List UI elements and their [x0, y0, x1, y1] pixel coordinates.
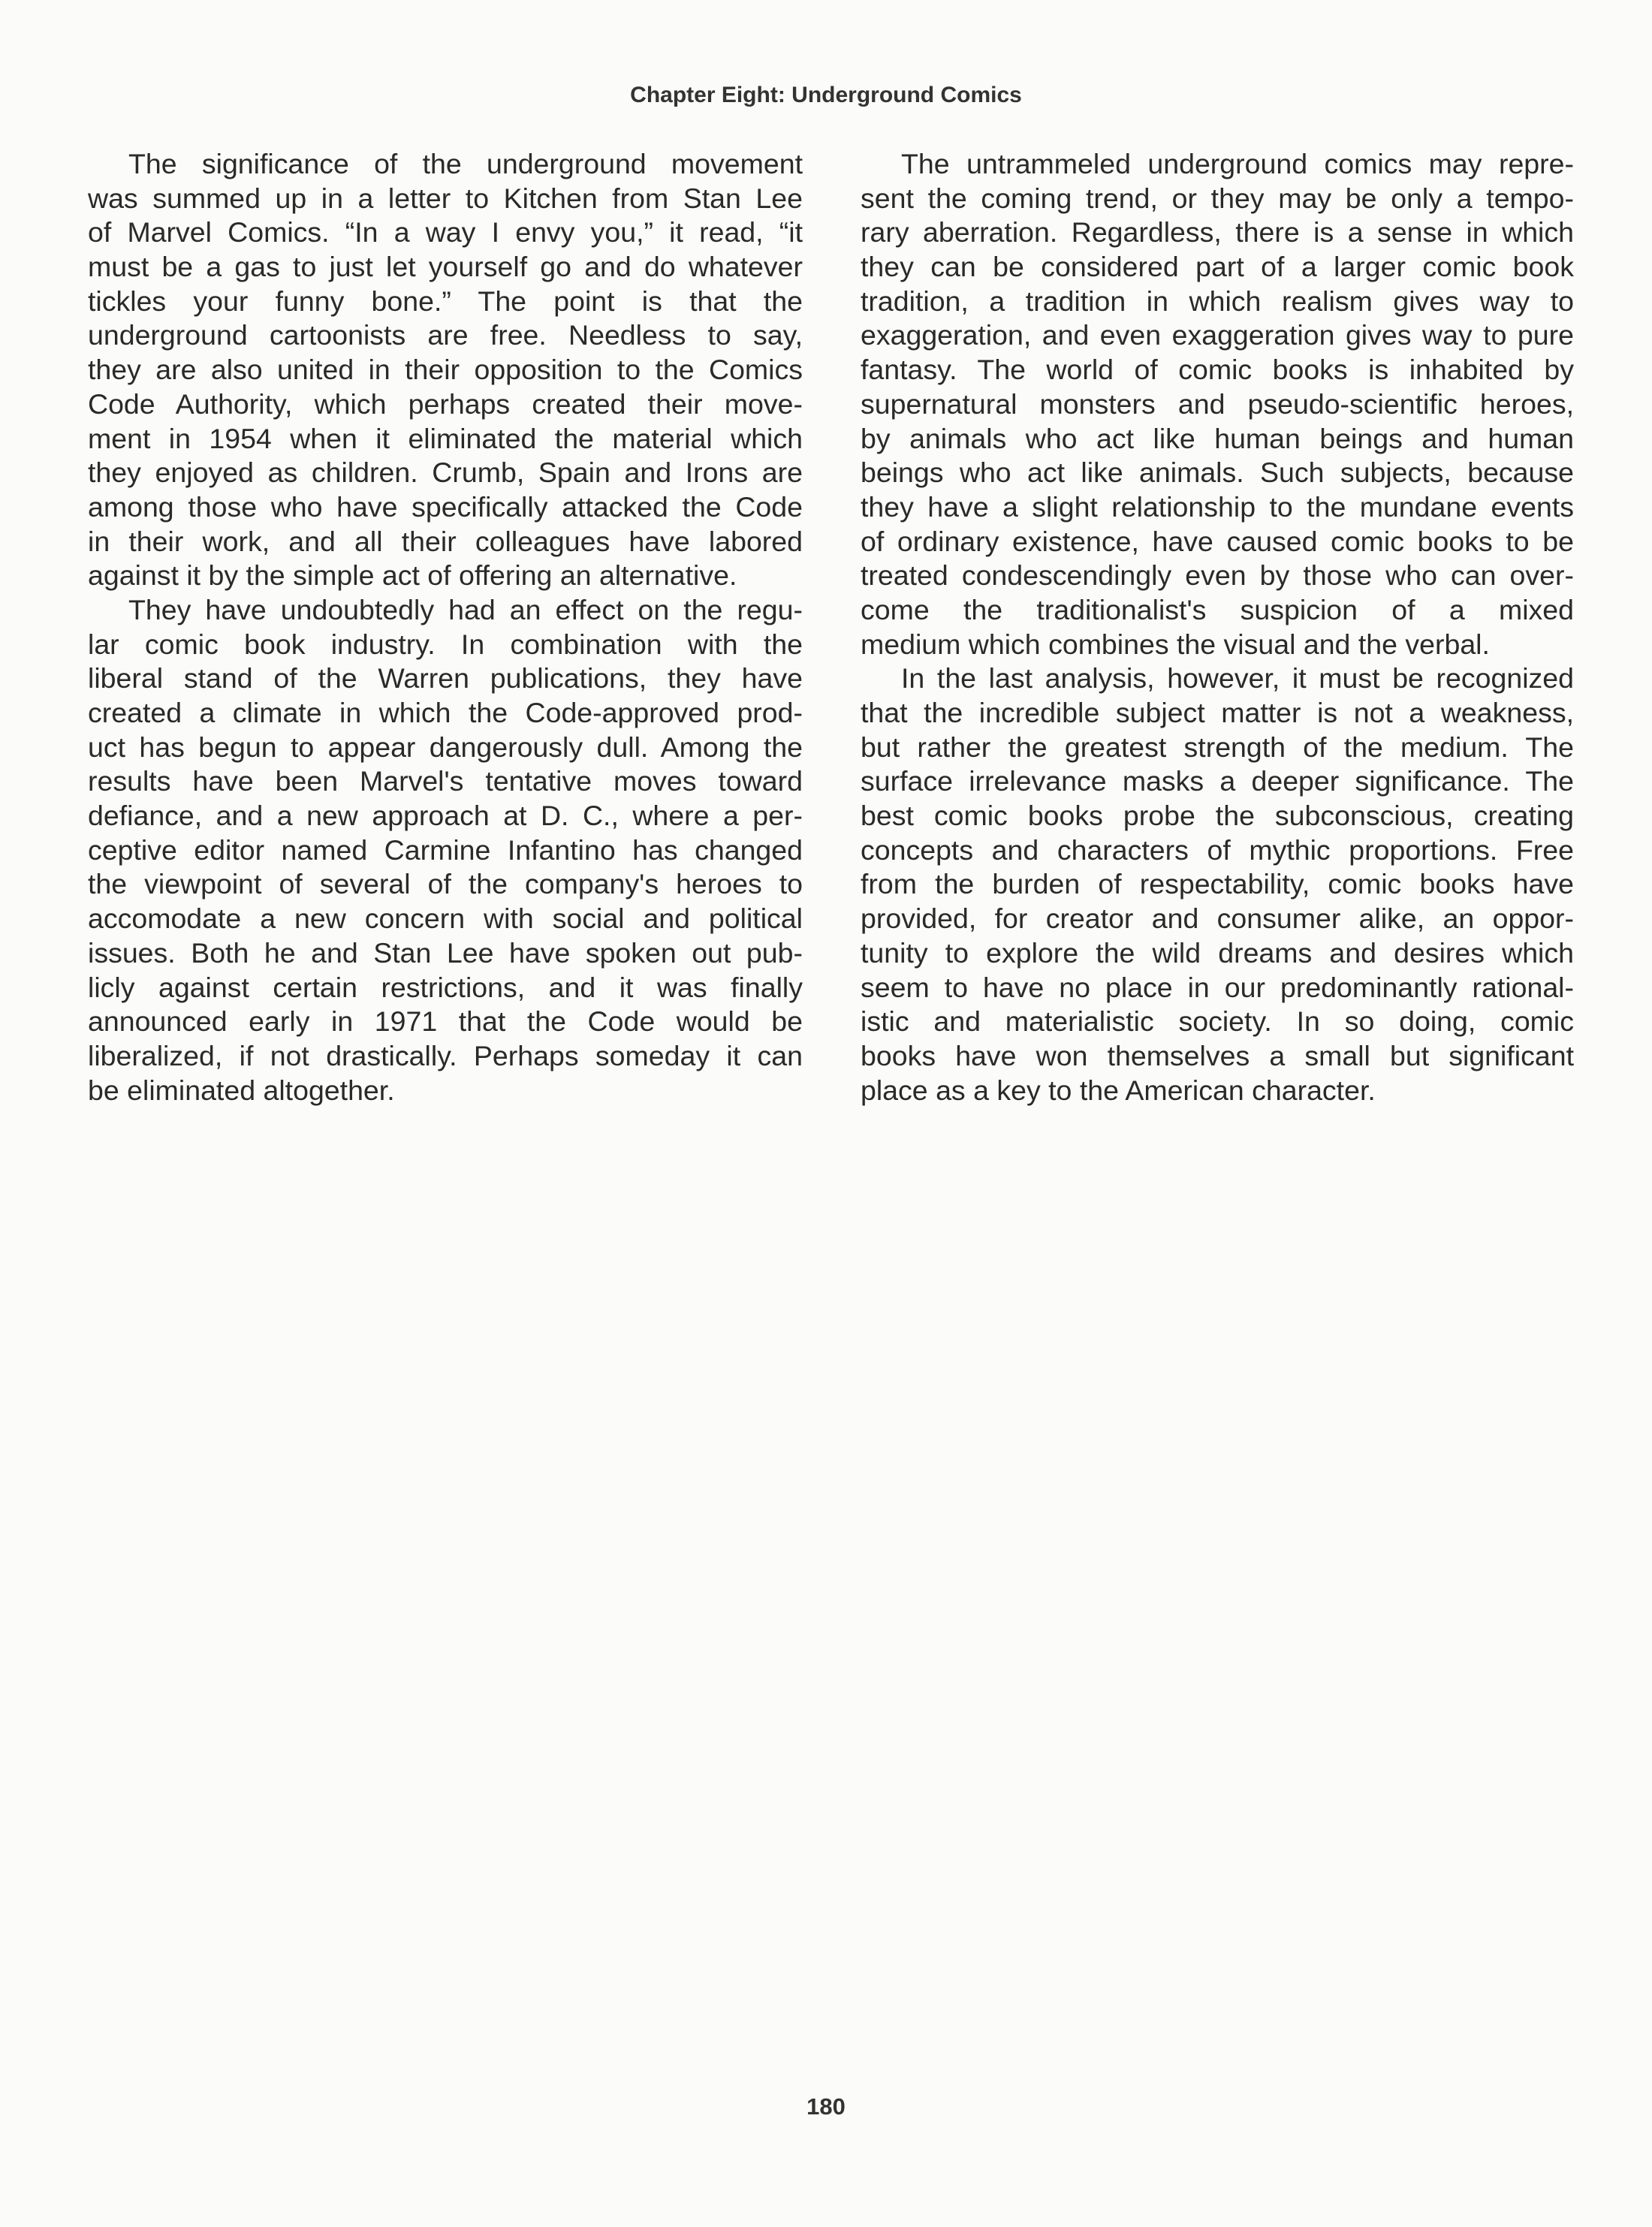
text-line: supernatural monsters and pseudo-scientific heroes,: [861, 387, 1574, 420]
text-line: liberalized, if not drastically. Perhaps someday it can: [88, 1039, 803, 1071]
text-line: be eliminated altogether.: [88, 1074, 395, 1106]
text-line: rary aberration. Regardless, there is a sense in which: [861, 216, 1574, 249]
text-line: of ordinary existence, have caused comic books to be: [861, 525, 1574, 557]
text-line: must be a gas to just let yourself go and do whatever: [88, 251, 803, 283]
text-line: books have won themselves a small but significant: [861, 1039, 1574, 1071]
text-line: In the last analysis, however, it must be recognized: [901, 662, 1574, 695]
text-line: provided, for creator and consumer alike, an oppor-: [861, 903, 1574, 935]
text-line: licly against certain restrictions, and it was finally: [88, 971, 803, 1003]
text-line: results have been Marvel's tentative moves toward: [88, 765, 803, 797]
text-line: liberal stand of the Warren publications, they have: [88, 662, 803, 695]
text-line: concepts and characters of mythic proportions. Free: [861, 833, 1574, 866]
text-line: from the burden of respectability, comic books have: [861, 868, 1574, 900]
text-line: against it by the simple act of offering an alternative.: [88, 559, 737, 592]
text-line: exaggeration, and even exaggeration gives way to pure: [861, 319, 1574, 351]
text-line: the viewpoint of several of the company's heroes to: [88, 868, 803, 900]
right-column: [861, 147, 1574, 1107]
text-line: accomodate a new concern with social and political: [88, 903, 803, 935]
text-line: treated condescendingly even by those who can over-: [861, 559, 1574, 592]
text-line: announced early in 1971 that the Code would be: [88, 1005, 803, 1038]
text-line: of Marvel Comics. “In a way I envy you,” it read, “it: [88, 216, 803, 249]
text-line: underground cartoonists are free. Needless to say,: [88, 319, 803, 351]
text-line: ceptive editor named Carmine Infantino has changed: [88, 833, 803, 866]
text-line: defiance, and a new approach at D. C., where a per-: [88, 800, 803, 832]
text-line: tradition, a tradition in which realism gives way to: [861, 285, 1574, 317]
text-line: by animals who act like human beings and human: [861, 422, 1574, 454]
text-line: but rather the greatest strength of the medium. The: [861, 731, 1574, 763]
text-line: ment in 1954 when it eliminated the material which: [88, 422, 803, 454]
text-line: come the traditionalist's suspicion of a mixed: [861, 593, 1574, 625]
text-line: The untrammeled underground comics may repre-: [901, 148, 1574, 179]
text-line: in their work, and all their colleagues have labored: [88, 525, 803, 557]
text-line: beings who act like animals. Such subjects, because: [861, 457, 1574, 489]
text-line: was summed up in a letter to Kitchen from Stan Lee: [88, 182, 803, 214]
text-line: tickles your funny bone.” The point is that the: [88, 285, 803, 317]
running-header: Chapter Eight: Underground Comics: [630, 83, 1022, 107]
text-line: they have a slight relationship to the mundane events: [861, 490, 1574, 523]
text-line: that the incredible subject matter is not a weakness,: [861, 697, 1574, 728]
text-line: The significance of the underground movement: [128, 148, 803, 179]
text-line: lar comic book industry. In combination with the: [88, 628, 803, 660]
text-line: seem to have no place in our predominantly rational-: [861, 971, 1574, 1003]
text-line: they enjoyed as children. Crumb, Spain and Irons are: [88, 457, 803, 489]
text-line: uct has begun to appear dangerously dull. Among the: [88, 731, 803, 763]
text-line: created a climate in which the Code-approved prod-: [88, 697, 803, 728]
left-column: [88, 147, 803, 1107]
text-line: tunity to explore the wild dreams and desires which: [861, 936, 1574, 969]
text-line: best comic books probe the subconscious, creating: [861, 800, 1574, 832]
text-line: fantasy. The world of comic books is inhabited by: [861, 354, 1574, 386]
text-line: among those who have specifically attacked the Code: [88, 490, 803, 523]
text-line: place as a key to the American character.: [861, 1074, 1376, 1106]
text-line: istic and materialistic society. In so doing, comic: [861, 1005, 1574, 1038]
text-line: They have undoubtedly had an effect on the regu-: [128, 593, 803, 625]
page-number: 180: [806, 2093, 846, 2120]
text-line: they are also united in their opposition to the Comics: [88, 354, 803, 386]
text-line: surface irrelevance masks a deeper significance. The: [861, 765, 1574, 797]
text-line: sent the coming trend, or they may be only a tempo-: [861, 182, 1574, 214]
text-line: they can be considered part of a larger comic book: [861, 251, 1574, 283]
text-line: issues. Both he and Stan Lee have spoken out pub-: [88, 936, 803, 969]
text-line: Code Authority, which perhaps created their move-: [88, 387, 803, 420]
text-line: medium which combines the visual and the verbal.: [861, 628, 1490, 660]
